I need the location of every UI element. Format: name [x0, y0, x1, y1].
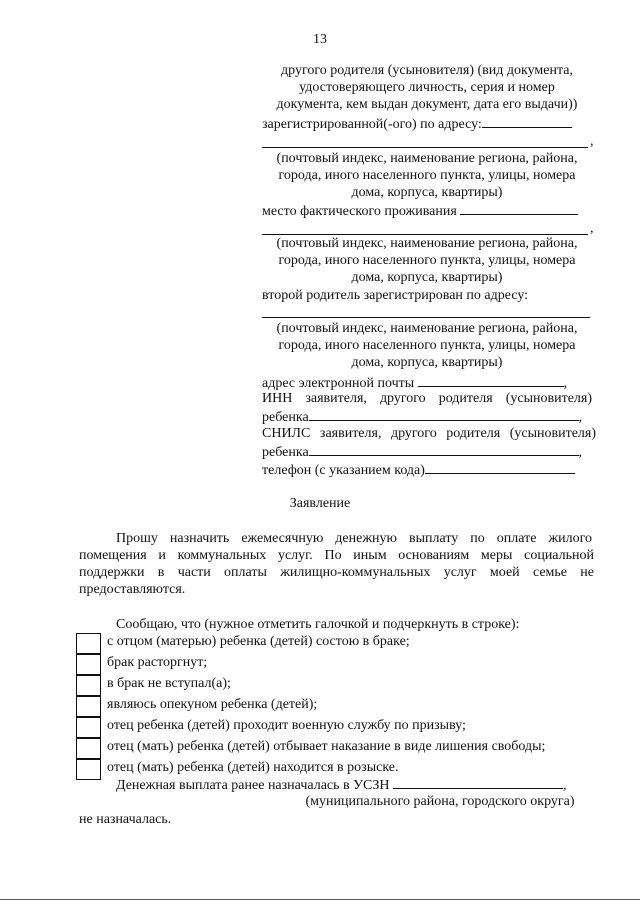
phone-row	[262, 461, 575, 479]
parent-doc-line-3: документа, кем выдан документ, дата его выдачи))	[276, 97, 578, 112]
option-divorced: брак расторгнут;	[107, 655, 208, 670]
request-line-2	[79, 548, 594, 564]
email-label: адрес электронной почты	[262, 376, 415, 391]
request-line-1	[116, 531, 592, 547]
checkbox-divorced[interactable]	[76, 654, 101, 675]
checkbox-not-married[interactable]	[76, 675, 101, 696]
address-hint-2-line-1: (почтовый индекс, наименование региона, района,	[276, 236, 578, 251]
snils-child-label: ребенка	[262, 445, 309, 460]
snils-child-row	[262, 443, 582, 461]
request-line-1-text: Прошу назначить ежемесячную денежную выплату по оплате жилого	[116, 531, 592, 546]
request-line-3	[79, 565, 594, 581]
parent-doc-line-2: удостоверяющего личность, серия и номер	[299, 80, 555, 95]
address-hint-2-line-2: города, иного населенного пункта, улицы, номера	[278, 253, 576, 268]
payment-label: Денежная выплата ранее назначалась в УСЗН	[116, 778, 390, 793]
option-not-married: в брак не вступал(а);	[107, 676, 231, 691]
page-number: 13	[313, 32, 327, 47]
comma: ,	[563, 778, 567, 793]
registered-address-field[interactable]	[482, 115, 572, 128]
checkbox-wanted[interactable]	[76, 759, 101, 780]
inform-intro: Сообщаю, что (нужное отметить галочкой и подчеркнуть в строке):	[116, 617, 520, 632]
request-line-2-text: помещения и коммунальных услуг. По иным основаниям меры социальной	[79, 548, 594, 563]
actual-residence-field[interactable]	[460, 202, 578, 215]
checkbox-military-service[interactable]	[76, 717, 101, 738]
address-hint-1-line-3: дома, корпуса, квартиры)	[351, 185, 503, 200]
comma: ,	[578, 445, 583, 460]
option-guardian: являюсь опекуном ребенка (детей);	[107, 697, 318, 712]
request-line-3-text: поддержки в части оплаты жилищно-коммунальных услуг моей семье не	[79, 565, 594, 580]
actual-residence-row	[262, 202, 578, 220]
registered-address-row	[262, 115, 572, 133]
registered-address-line-2[interactable]	[262, 147, 588, 148]
snils-label	[262, 426, 596, 442]
inn-child-row	[262, 408, 582, 426]
snils-field[interactable]	[309, 443, 579, 456]
comma: ,	[590, 221, 594, 236]
checkbox-imprisoned[interactable]	[76, 738, 101, 759]
parent-doc-line-1: другого родителя (усыновителя) (вид документа,	[281, 63, 573, 78]
second-parent-address-field[interactable]	[262, 317, 590, 318]
address-hint-3-line-2: города, иного населенного пункта, улицы, номера	[278, 338, 576, 353]
actual-residence-label: место фактического проживания	[262, 204, 457, 219]
address-hint-3-line-3: дома, корпуса, квартиры)	[351, 355, 503, 370]
checkbox-guardian[interactable]	[76, 696, 101, 717]
option-imprisoned: отец (мать) ребенка (детей) отбывает наказание в виде лишения свободы;	[107, 739, 546, 754]
payment-hint: (муниципального района, городского округа)	[305, 794, 575, 809]
comma: ,	[563, 376, 568, 391]
registered-label: зарегистрированной(-ого) по адресу:	[262, 117, 482, 132]
second-parent-label: второй родитель зарегистрирован по адресу:	[262, 288, 529, 303]
email-field[interactable]	[418, 374, 564, 387]
page-bottom-edge	[0, 899, 640, 900]
option-wanted: отец (мать) ребенка (детей) находится в розыске.	[107, 760, 399, 775]
comma: ,	[590, 134, 594, 149]
inn-child-label: ребенка	[262, 410, 309, 425]
document-title: Заявление	[289, 496, 351, 511]
inn-label	[262, 391, 592, 407]
address-hint-3-line-1: (почтовый индекс, наименование региона, района,	[276, 321, 578, 336]
request-line-4: предоставляются.	[79, 582, 186, 597]
option-military-service: отец ребенка (детей) проходит военную службу по призыву;	[107, 718, 466, 733]
comma: ,	[578, 410, 583, 425]
phone-label: телефон (с указанием кода)	[262, 463, 425, 478]
checkbox-married[interactable]	[76, 633, 101, 654]
phone-field[interactable]	[425, 461, 575, 474]
inn-label-text: ИНН заявителя, другого родителя (усыновителя)	[262, 391, 592, 406]
address-hint-1-line-2: города, иного населенного пункта, улицы, номера	[278, 168, 576, 183]
actual-residence-line-2[interactable]	[262, 234, 588, 235]
snils-label-text: СНИЛС заявителя, другого родителя (усыновителя)	[262, 426, 596, 441]
email-row	[262, 374, 567, 392]
payment-row	[116, 776, 567, 794]
address-hint-2-line-3: дома, корпуса, квартиры)	[351, 270, 503, 285]
uszn-field[interactable]	[393, 776, 563, 789]
address-hint-1-line-1: (почтовый индекс, наименование региона, района,	[276, 151, 578, 166]
inn-field[interactable]	[309, 408, 579, 421]
option-married: с отцом (матерью) ребенка (детей) состою в браке;	[107, 634, 410, 649]
not-assigned: не назначалась.	[79, 812, 172, 827]
